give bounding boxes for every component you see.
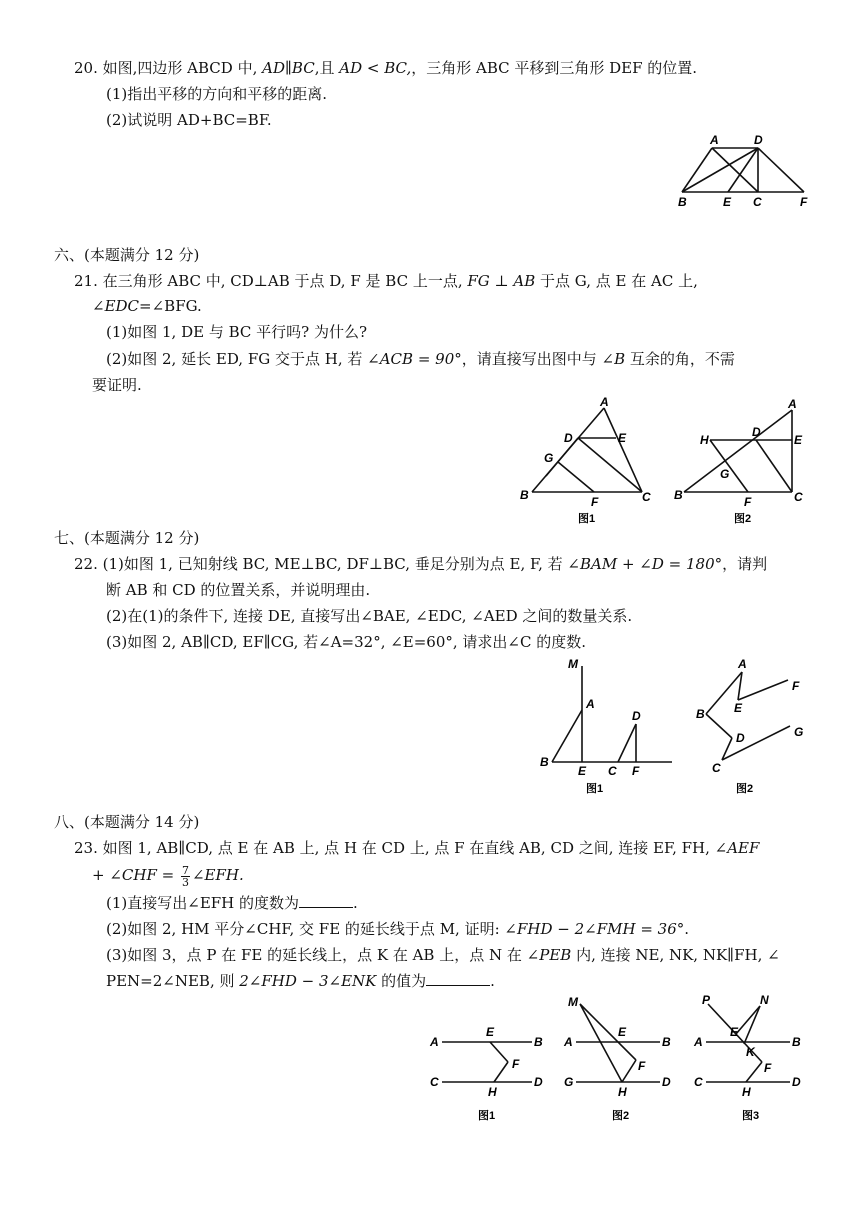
q21-line2: ∠EDC=∠BFG. [92,297,202,315]
q22-figure-2 [692,654,812,798]
fig1-label-F: F [632,764,640,778]
q23-figure-1 [428,1018,558,1128]
fig3-label-F: F [764,1061,772,1075]
fig1-label-D: D [632,709,641,723]
fig1-label-E: E [578,764,587,778]
q22-line1: 22. (1)如图 1, 已知射线 BC, ME⊥BC, DF⊥BC, 垂足分别为点 E, F, 若 ∠BAM + ∠D = 180°，请判 [74,555,768,573]
q20-figure [670,126,820,210]
fig1-label-A: A [586,697,595,711]
fig3-label-C: C [694,1075,703,1089]
fig3-label-P: P [702,993,711,1007]
q21-figure-1 [514,396,654,530]
answer-blank-2 [426,985,490,986]
fig1-label-M: M [568,657,578,671]
q20-line1: 20. 如图,四边形 ABCD 中, AD∥BC,且 AD < BC,，三角形 ABC 平移到三角形 DEF 的位置. [74,59,698,77]
fig3-label-D: D [792,1075,801,1089]
q23-figure-3 [690,990,820,1128]
q23-line2: + ∠CHF = $\frac{7}{3}$ ∠EFH. [92,863,244,889]
answer-blank-1 [299,907,353,908]
label-E: E [723,195,732,209]
fig1-label-C: C [430,1075,439,1089]
fig1-label-B: B [534,1035,543,1049]
fig2-label-A: A [738,657,747,671]
q22-part3: (3)如图 2, AB∥CD, EF∥CG, 若∠A=32°, ∠E=60°, 请求出∠C 的度数. [106,633,587,651]
q21-figure-2 [672,396,812,530]
fig1-label-E: E [486,1025,495,1039]
q22-line2: 断 AB 和 CD 的位置关系，并说明理由. [106,581,371,599]
label-D: D [754,133,763,147]
fig1-caption: 图1 [478,1110,496,1122]
fig1-label-F: F [512,1057,520,1071]
fig2-label-H: H [700,433,709,447]
fraction-7-3: $\frac{7}{3}$ [181,863,189,889]
fig3-label-N: N [760,993,769,1007]
fig1-label-D: D [564,431,573,445]
fig1-label-C: C [608,764,617,778]
label-B: B [678,195,687,209]
fig2-label-D: D [662,1075,671,1089]
fig2-label-G: G [794,725,804,739]
fig2-label-E: E [618,1025,627,1039]
fig3-caption: 图3 [742,1110,760,1122]
fig2-label-B: B [674,488,683,502]
fig2-label-C: C [794,490,803,504]
q23-line1: 23. 如图 1, AB∥CD, 点 E 在 AB 上, 点 H 在 CD 上, 点 F 在直线 AB, CD 之间, 连接 EF, FH, ∠AEF [74,839,760,857]
q23-part2: (2)如图 2, HM 平分∠CHF, 交 FE 的延长线于点 M, 证明: ∠FHD − 2∠FMH = 36°. [106,920,690,938]
fig2-label-F: F [744,495,752,509]
label-F: F [800,195,808,209]
fig2-label-M: M [568,995,578,1009]
fig2-label-F: F [638,1059,646,1073]
fig1-label-A: A [430,1035,439,1049]
label-A: A [710,133,719,147]
fig3-label-E: E [730,1025,739,1039]
q21-part1: (1)如图 1, DE 与 BC 平行吗? 为什么? [106,323,368,341]
fig2-label-G: G [720,467,730,481]
fig2-label-A: A [788,397,797,411]
fig1-label-B: B [520,488,529,502]
q23-part3-cont: PEN=2∠NEB, 则 2∠FHD − 3∠ENK 的值为 . [106,972,495,990]
label-C: C [753,195,762,209]
fig2-label-H: H [618,1085,627,1099]
fig2-caption: 图2 [612,1110,630,1122]
fig2-label-B: B [696,707,705,721]
fig3-label-B: B [792,1035,801,1049]
fig3-label-A: A [694,1035,703,1049]
fig1-label-D: D [534,1075,543,1089]
fig1-caption: 图1 [586,783,604,795]
fig1-label-E: E [618,431,627,445]
q20-part1: (1)指出平移的方向和平移的距离. [106,85,328,103]
fig2-label-E: E [734,701,743,715]
fig1-label-G: G [544,451,554,465]
q23-part1: (1)直接写出∠EFH 的度数为 . [106,894,358,912]
fig1-label-H: H [488,1085,497,1099]
q23-part3: (3)如图 3，点 P 在 FE 的延长线上，点 K 在 AB 上，点 N 在 ∠PEB 内, 连接 NE, NK, NK∥FH, ∠ [106,946,780,964]
fig2-caption: 图2 [736,783,754,795]
fig1-label-F: F [591,495,599,509]
fig2-label-E: E [794,433,803,447]
fig3-label-K: K [746,1045,755,1059]
section-7-heading: 七、(本题满分 12 分) [54,529,200,547]
q22-part2: (2)在(1)的条件下, 连接 DE, 直接写出∠BAE, ∠EDC, ∠AED 之间的数量关系. [106,607,633,625]
fig2-label-B: B [662,1035,671,1049]
section-6-heading: 六、(本题满分 12 分) [54,246,200,264]
fig3-label-H: H [742,1085,751,1099]
fig2-caption: 图2 [734,513,752,525]
fig2-label-A: A [564,1035,573,1049]
fig1-caption: 图1 [578,513,596,525]
section-8-heading: 八、(本题满分 14 分) [54,813,200,831]
fig1-label-A: A [600,396,609,409]
fig2-label-D: D [752,425,761,439]
fig1-label-B: B [540,755,549,769]
q21-line1: 21. 在三角形 ABC 中, CD⊥AB 于点 D, F 是 BC 上一点, FG ⊥ AB 于点 G, 点 E 在 AC 上, [74,272,698,290]
q20-part2: (2)试说明 AD+BC=BF. [106,111,272,129]
q23-figure-2 [560,990,690,1128]
fig2-label-D: D [736,731,745,745]
fig2-label-C: C [712,761,721,775]
fig2-label-G: G [564,1075,574,1089]
q21-part2-cont: 要证明. [92,376,142,394]
q21-part2: (2)如图 2, 延长 ED, FG 交于点 H, 若 ∠ACB = 90°，请直接写出图中与 ∠B 互余的角，不需 [106,350,735,368]
fig2-label-F: F [792,679,800,693]
q22-figure-1 [536,654,676,798]
fig1-label-C: C [642,490,651,504]
